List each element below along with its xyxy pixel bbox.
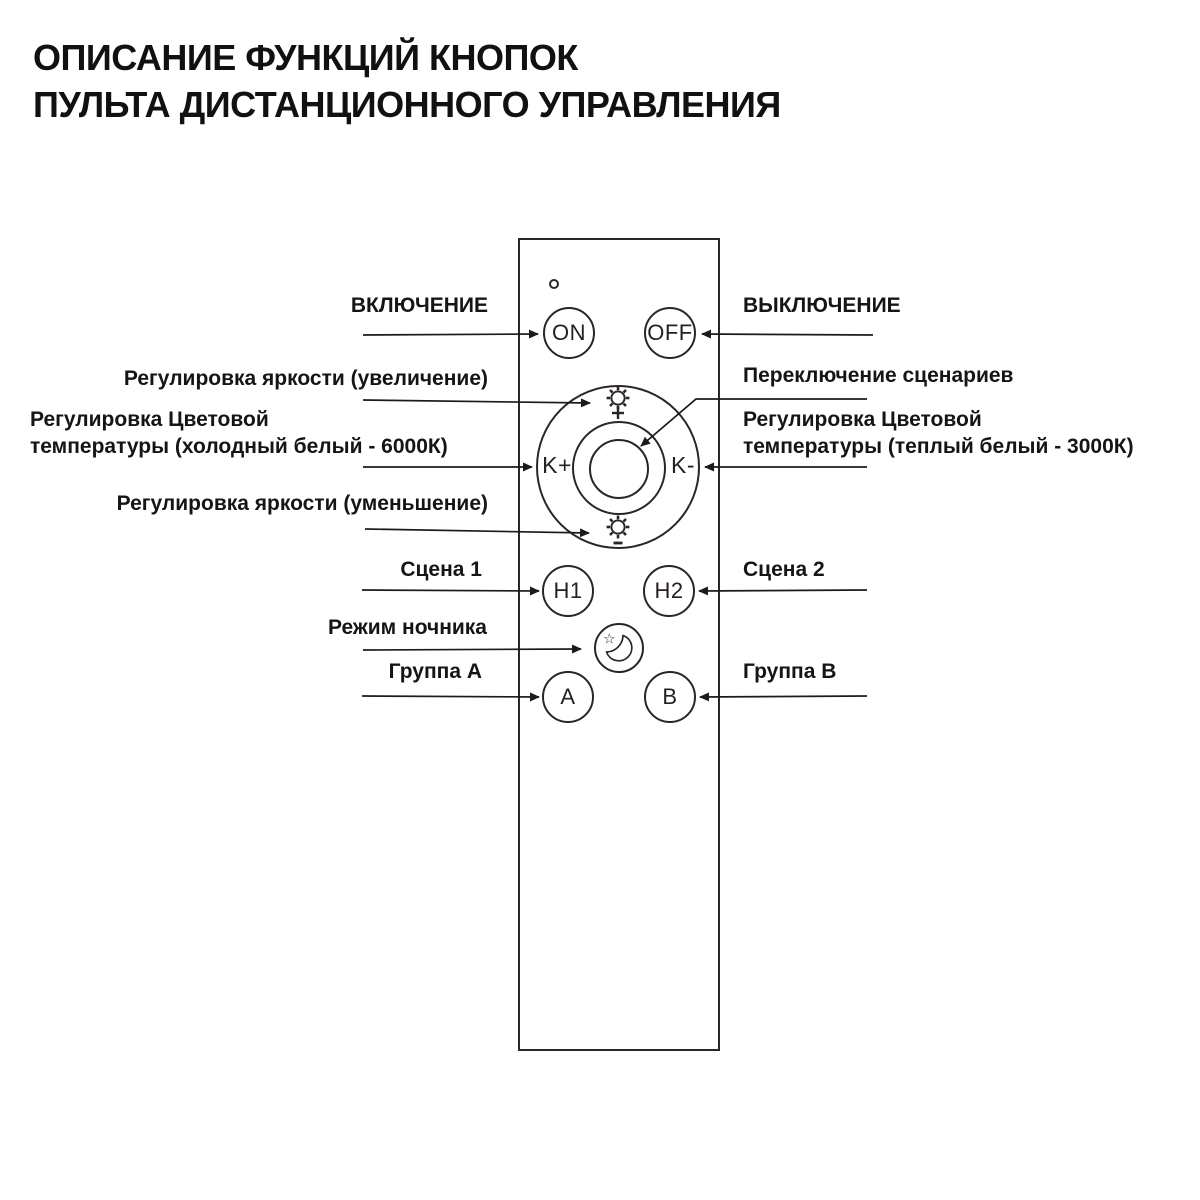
- scene2-button[interactable]: H2: [643, 565, 695, 617]
- arrow-group-b: [700, 696, 867, 697]
- label-scene-2: Сцена 2: [743, 558, 825, 581]
- label-night-mode: Режим ночника: [327, 616, 487, 639]
- label-group-a: Группа A: [388, 660, 482, 683]
- label-cct-warm: [743, 406, 1134, 460]
- label-scene-1: Сцена 1: [400, 558, 482, 581]
- label-group-b: Группа B: [743, 660, 837, 683]
- label-cct-cold-line2: температуры (холодный белый - 6000К): [30, 435, 448, 458]
- scene1-button[interactable]: H1: [542, 565, 594, 617]
- page-title: [33, 34, 781, 128]
- moon-star-icon: [596, 625, 642, 671]
- led-indicator: [549, 279, 559, 289]
- label-power-off: ВЫКЛЮЧЕНИЕ: [743, 294, 901, 317]
- sun-minus-icon[interactable]: [598, 507, 638, 551]
- label-power-on: ВКЛЮЧЕНИЕ: [350, 294, 488, 317]
- label-cct-cold-line1: Регулировка Цветовой: [30, 408, 269, 431]
- label-scene-switch: Переключение сценариев: [743, 364, 1014, 387]
- color-temp-cold-button[interactable]: K+: [542, 452, 572, 478]
- arrow-scene-1: [362, 590, 539, 591]
- label-brightness-up: Регулировка яркости (увеличение): [123, 367, 488, 390]
- arrow-scene-2: [699, 590, 867, 591]
- label-brightness-down: Регулировка яркости (уменьшение): [116, 492, 488, 515]
- off-button[interactable]: OFF: [644, 307, 696, 359]
- group-a-button[interactable]: A: [542, 671, 594, 723]
- color-temp-warm-button[interactable]: K-: [671, 452, 695, 478]
- label-cct-warm-line2: температуры (теплый белый - 3000К): [743, 435, 1134, 458]
- scene-switch-button[interactable]: [589, 439, 649, 499]
- night-mode-button[interactable]: [594, 623, 644, 673]
- arrow-power-off: [702, 334, 873, 335]
- arrow-power-on: [363, 334, 538, 335]
- group-b-button[interactable]: B: [644, 671, 696, 723]
- label-cct-cold: [30, 406, 448, 460]
- arrow-group-a: [362, 696, 539, 697]
- page-title-line2: ПУЛЬТА ДИСТАНЦИОННОГО УПРАВЛЕНИЯ: [33, 84, 781, 125]
- page-title-line1: ОПИСАНИЕ ФУНКЦИЙ КНОПОК: [33, 37, 578, 78]
- label-cct-warm-line1: Регулировка Цветовой: [743, 408, 982, 431]
- on-button[interactable]: ON: [543, 307, 595, 359]
- sun-plus-icon[interactable]: [598, 378, 638, 422]
- star-icon: ☆: [602, 631, 617, 648]
